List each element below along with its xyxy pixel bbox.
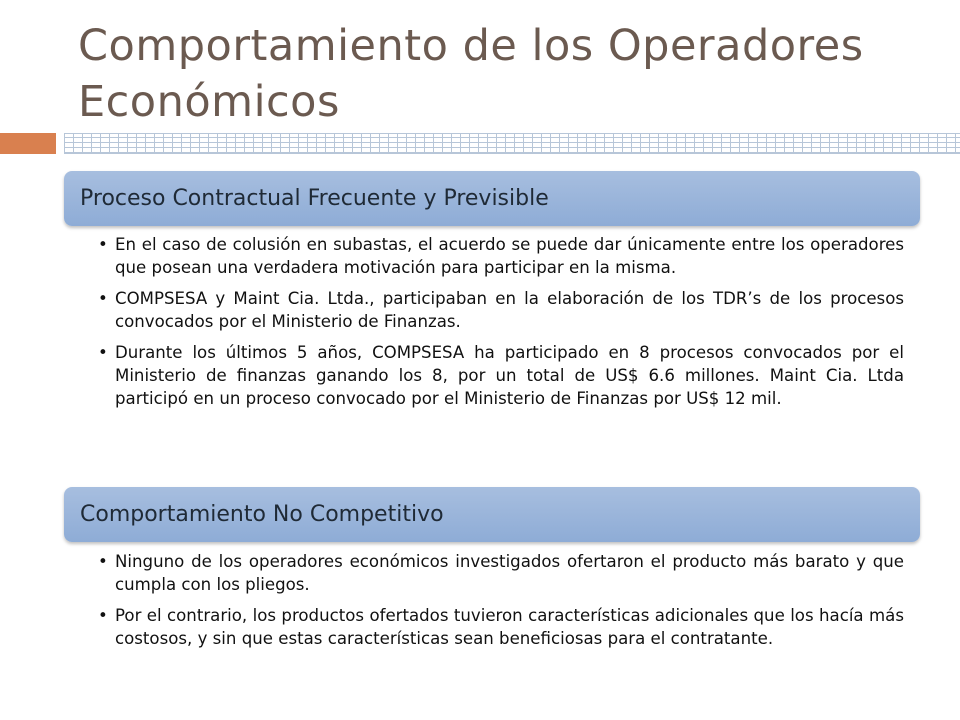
- bullet-text: Durante los últimos 5 años, COMPSESA ha participado en 8 procesos convocados por el Ministerio de finanzas ganando los 8, por un total de US$ 6.6 millones. Maint Cia. Ltda participó en un proceso convocado por el Ministerio de Finanzas por US$ 12 mil.: [115, 343, 904, 408]
- bullet-text: Por el contrario, los productos ofertados tuvieron características adicionales que los hacía más costosos, y sin que estas características sean beneficiosas para el contratante.: [115, 606, 904, 648]
- bullet-text: Ninguno de los operadores económicos investigados ofertaron el producto más barato y que cumpla con los pliegos.: [115, 552, 904, 594]
- slide-title: [78, 18, 938, 130]
- title-rule-pattern: [64, 133, 960, 154]
- bullet-text: En el caso de colusión en subastas, el acuerdo se puede dar únicamente entre los operadores que posean una verdadera motivación para participar en la misma.: [115, 235, 904, 277]
- list-item: [98, 341, 904, 410]
- bullet-icon: •: [98, 343, 108, 362]
- list-item: [98, 550, 904, 596]
- bullet-icon: •: [98, 552, 108, 571]
- bullet-icon: •: [98, 606, 108, 625]
- bullet-text: COMPSESA y Maint Cia. Ltda., participaban en la elaboración de los TDR’s de los procesos convocados por el Ministerio de Finanzas.: [115, 289, 904, 331]
- section-header-comportamiento-no-competitivo: Comportamiento No Competitivo: [64, 487, 920, 542]
- list-item: [98, 604, 904, 650]
- title-rule-accent: [0, 133, 56, 154]
- section-body-proceso-contractual: [98, 233, 904, 418]
- list-item: [98, 287, 904, 333]
- bullet-icon: •: [98, 289, 108, 308]
- slide-title-line-2: Económicos: [78, 77, 340, 127]
- section-body-comportamiento-no-competitivo: [98, 550, 904, 658]
- section-header-proceso-contractual: Proceso Contractual Frecuente y Previsible: [64, 171, 920, 226]
- list-item: [98, 233, 904, 279]
- bullet-icon: •: [98, 235, 108, 254]
- slide-title-line-1: Comportamiento de los Operadores: [78, 21, 864, 71]
